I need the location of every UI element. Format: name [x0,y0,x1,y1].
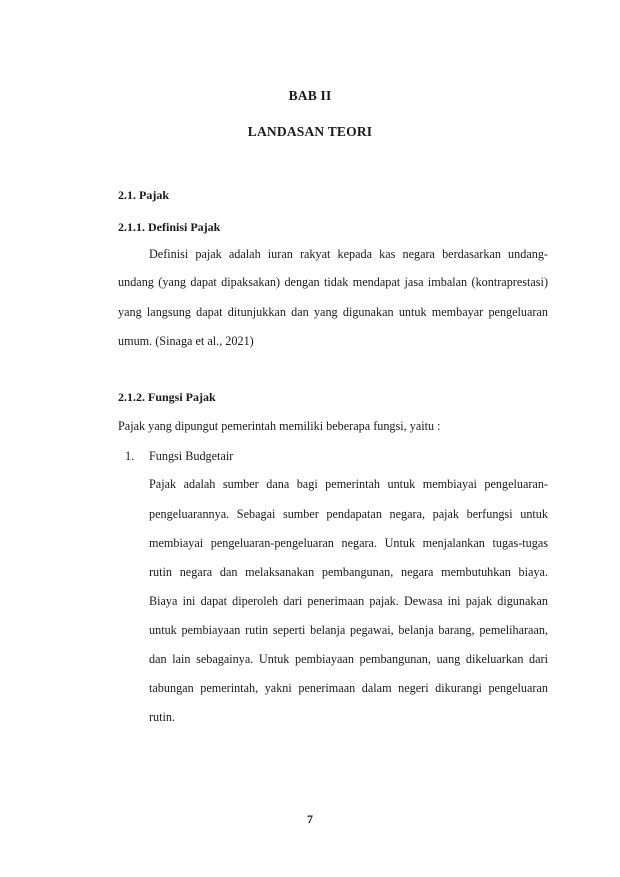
paragraph-line: Definisi pajak adalah iuran rakyat kepada kas negara berdasarkan undang- [149,247,548,261]
list-item-number: 1. [125,449,135,463]
list-paragraph-line: Pajak adalah sumber dana bagi pemerintah untuk membiayai pengeluaran- [149,477,548,491]
section-heading: 2.1. Pajak [118,188,169,202]
list-paragraph-line: Biaya ini dapat diperoleh dari penerimaan pajak. Dewasa ini pajak digunakan [149,594,548,608]
list-paragraph-line: rutin negara dan melaksanakan pembangunan, negara membutuhkan biaya. [149,565,548,579]
list-paragraph-line: untuk pembiayaan rutin seperti belanja pegawai, belanja barang, pemeliharaan, [149,623,548,637]
chapter-number: BAB II [288,88,332,103]
list-paragraph-line: dan lain sebagainya. Untuk pembiayaan pembangunan, uang dikeluarkan dari [149,652,548,666]
list-paragraph-line: tabungan pemerintah, yakni penerimaan dalam negeri dikurangi pengeluaran [149,681,548,695]
paragraph-line: umum. (Sinaga et al., 2021) [118,334,254,348]
paragraph-line: undang (yang dapat dipaksakan) dengan tidak mendapat jasa imbalan (kontraprestasi) [118,275,548,289]
list-item-title: Fungsi Budgetair [149,449,234,463]
chapter-title: LANDASAN TEORI [247,124,373,139]
list-paragraph-line: membiayai pengeluaran-pengeluaran negara. Untuk menjalankan tugas-tugas [149,536,548,550]
page-number: 7 [307,812,313,826]
subsection-heading-definisi: 2.1.1. Definisi Pajak [118,220,221,234]
subsection-intro: Pajak yang dipungut pemerintah memiliki beberapa fungsi, yaitu : [118,419,441,433]
list-paragraph-line: pengeluarannya. Sebagai sumber pendapatan negara, pajak berfungsi untuk [149,507,548,521]
subsection-heading-fungsi: 2.1.2. Fungsi Pajak [118,390,216,404]
paragraph-line: yang langsung dapat ditunjukkan dan yang digunakan untuk membayar pengeluaran [118,305,548,319]
list-paragraph-line: rutin. [149,710,176,724]
